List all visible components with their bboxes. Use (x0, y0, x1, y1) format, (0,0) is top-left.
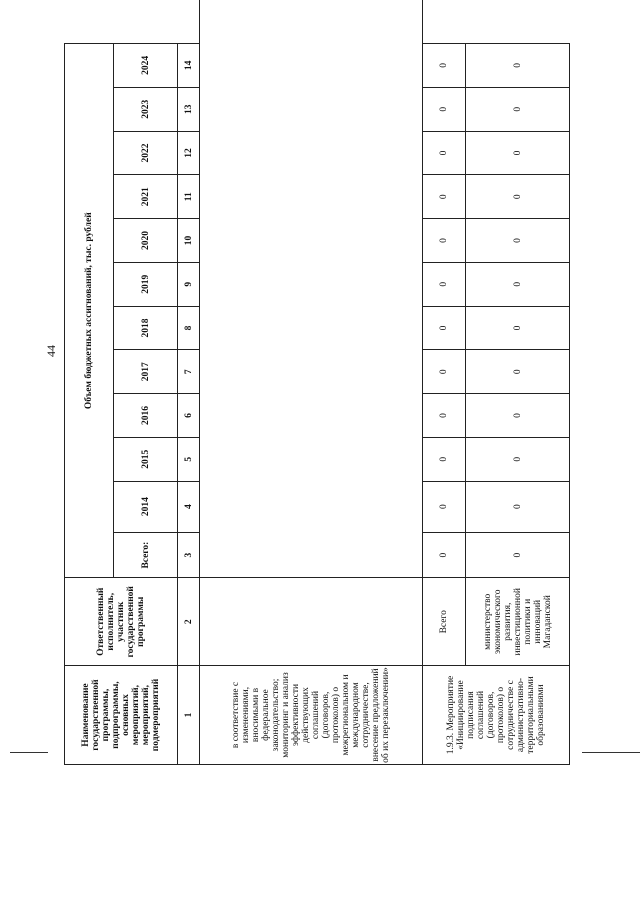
budget-table (64, 0, 570, 765)
value-cell: 0 (423, 262, 466, 306)
value-cell: 0 (423, 394, 466, 438)
column-number: 9 (178, 262, 200, 306)
header-year: 2024 (114, 43, 178, 87)
value-cell: 0 (423, 532, 466, 578)
column-number: 11 (178, 175, 200, 219)
header-year: 2015 (114, 437, 178, 481)
value-cell: 0 (466, 306, 570, 350)
column-number: 1 (178, 666, 200, 765)
header-year: 2019 (114, 262, 178, 306)
value-cell: 0 (423, 131, 466, 175)
value-cell: 0 (466, 219, 570, 263)
empty-cell (200, 0, 423, 578)
header-budget: Объем бюджетных ассигнований, тыс. рублей (65, 43, 114, 578)
executor-ministry: министерство экономического развития, инвестиционной политики и инноваций Магаданской (466, 578, 570, 666)
value-cell: 0 (423, 350, 466, 394)
column-number: 12 (178, 131, 200, 175)
value-cell: 0 (423, 87, 466, 131)
scan-line (10, 752, 48, 753)
value-cell: 0 (466, 131, 570, 175)
value-cell: 0 (423, 219, 466, 263)
header-year: 2022 (114, 131, 178, 175)
header-name: Наименование государственной программы, подпрограммы, основных мероприятий, мероприятий, подмероприятий (65, 666, 178, 765)
header-year: 2016 (114, 394, 178, 438)
row-name-event: 1.9.3. Мероприятие «Инициирование подписания соглашений (договоров, протоколов) о сотрудничестве с административно-территориальными образованиями (423, 666, 570, 765)
header-total: Всего: (114, 532, 178, 578)
value-cell: 0 (466, 532, 570, 578)
table-row-event-ministry (466, 0, 570, 765)
column-number: 2 (178, 578, 200, 666)
table-row-continued (200, 0, 423, 765)
column-number: 7 (178, 350, 200, 394)
column-number: 6 (178, 394, 200, 438)
header-year: 2017 (114, 350, 178, 394)
header-executor: Ответственный исполнитель, участник государственной программы (65, 578, 178, 666)
header-row-top (65, 0, 114, 765)
header-year: 2020 (114, 219, 178, 263)
empty-cell (200, 578, 423, 666)
column-number: 10 (178, 219, 200, 263)
page-number: 44 (44, 345, 58, 357)
value-cell: 0 (466, 87, 570, 131)
value-cell: 0 (466, 175, 570, 219)
value-cell: 0 (466, 262, 570, 306)
value-cell: 0 (423, 43, 466, 87)
column-number: 5 (178, 437, 200, 481)
column-number: 8 (178, 306, 200, 350)
value-cell: 0 (466, 350, 570, 394)
value-cell: 0 (423, 175, 466, 219)
table-row-event-total (423, 0, 466, 765)
value-cell: 0 (423, 481, 466, 532)
column-number: 14 (178, 43, 200, 87)
scan-line (582, 752, 640, 753)
value-cell: 0 (466, 394, 570, 438)
column-number: 3 (178, 532, 200, 578)
executor-total: Всего (423, 578, 466, 666)
column-number: 13 (178, 87, 200, 131)
value-cell: 0 (466, 43, 570, 87)
header-year: 2023 (114, 87, 178, 131)
column-number: 4 (178, 481, 200, 532)
value-cell: 0 (423, 437, 466, 481)
value-cell: 0 (466, 481, 570, 532)
column-number-row (178, 0, 200, 765)
row-name-continued: в соответствие с изменениями, вносимыми в федеральное законодательство; мониторинг и анализ эффективности действующих соглашений (договоров, протоколов) о межрегиональном и международном сотрудничестве, внесение предложений об их перезаключении» (200, 666, 423, 765)
header-year: 2018 (114, 306, 178, 350)
value-cell: 0 (466, 437, 570, 481)
header-year: 2021 (114, 175, 178, 219)
value-cell: 0 (423, 306, 466, 350)
header-year: 2014 (114, 481, 178, 532)
